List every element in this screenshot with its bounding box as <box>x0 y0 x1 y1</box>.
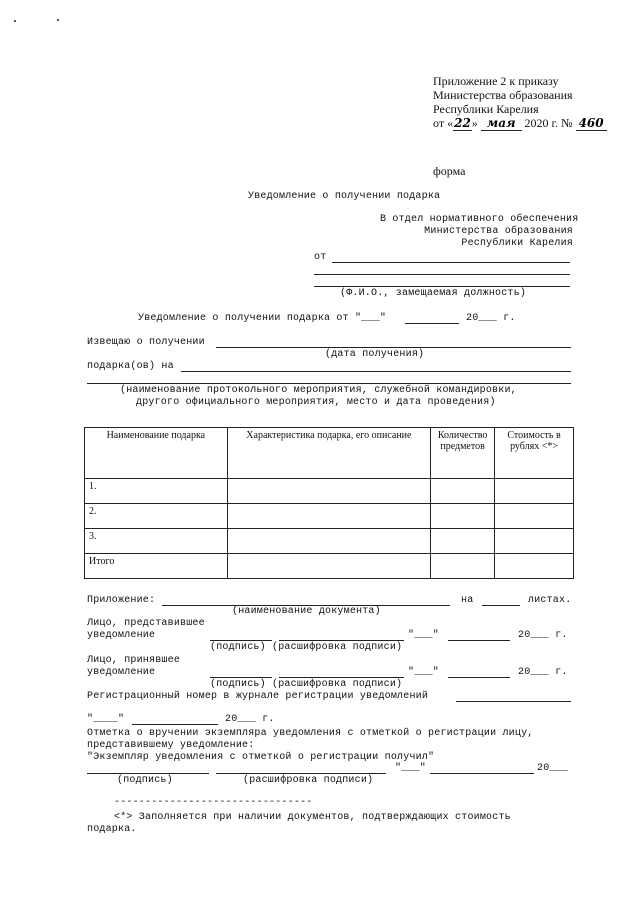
delivery-block <box>87 728 533 764</box>
registration-date-year: 20___ г. <box>225 714 275 725</box>
delivery-sig-caption: (подпись) <box>117 775 173 786</box>
attachment-label: Приложение: <box>87 595 156 606</box>
event-caption-1: (наименование протокольного мероприятия, служебной командировки, <box>120 385 517 396</box>
addressee-block <box>380 214 579 250</box>
delivery-signature-line[interactable] <box>87 773 209 774</box>
receiver-quote: "___" <box>408 667 440 678</box>
registration-date-quote: "____" <box>87 714 125 725</box>
header-gift-name: Наименование подарка <box>85 428 228 479</box>
footnote-line-2: подарка. <box>87 824 137 835</box>
row-label: 3. <box>85 529 228 554</box>
appendix-date-line <box>433 116 607 130</box>
submitter-signature-line[interactable] <box>210 640 272 641</box>
document-title: Уведомление о получении подарка <box>248 191 441 202</box>
submitter-line-2: уведомление <box>87 630 156 641</box>
table-cell[interactable] <box>227 529 430 554</box>
row-label: Итого <box>85 554 228 579</box>
notice-year: 20___ г. <box>466 313 516 324</box>
attachment-on: на <box>461 595 474 606</box>
from-fill-line-2[interactable] <box>314 274 570 275</box>
table-cell[interactable] <box>431 479 495 504</box>
footnote-separator: -------------------------------- <box>114 797 313 808</box>
date-mid: » <box>471 116 478 130</box>
table-header-row <box>85 428 574 479</box>
table-cell[interactable] <box>495 504 574 529</box>
receiver-year: 20___ г. <box>518 667 568 678</box>
table-row <box>85 504 574 529</box>
table-cell[interactable] <box>227 479 430 504</box>
scan-mark <box>57 19 59 21</box>
handwritten-number: 460 <box>576 116 607 131</box>
sheets-label: листах. <box>528 595 572 606</box>
table-cell[interactable] <box>431 504 495 529</box>
date-prefix: от « <box>433 116 454 130</box>
addressee-line-2: Министерства образования <box>424 226 573 237</box>
sheets-line[interactable] <box>482 605 520 606</box>
table-row <box>85 554 574 579</box>
table-cell[interactable] <box>495 554 574 579</box>
header-gift-description: Характеристика подарка, его описание <box>227 428 430 479</box>
form-label: форма <box>433 164 466 178</box>
table-cell[interactable] <box>431 529 495 554</box>
delivery-month-line[interactable] <box>430 773 534 774</box>
table-cell[interactable] <box>431 554 495 579</box>
event-caption-2: другого официального мероприятия, место и дата проведения) <box>136 397 496 408</box>
delivery-name-caption: (расшифровка подписи) <box>243 775 374 786</box>
submitter-caption: (подпись) (расшифровка подписи) <box>210 642 403 653</box>
receiver-caption: (подпись) (расшифровка подписи) <box>210 679 403 690</box>
receipt-date-caption: (дата получения) <box>325 349 425 360</box>
registration-month-line[interactable] <box>132 724 218 725</box>
gifts-table <box>84 427 574 579</box>
table-row <box>85 479 574 504</box>
handwritten-month: мая <box>481 116 522 131</box>
receiver-signature-line[interactable] <box>210 677 272 678</box>
receiver-name-line[interactable] <box>279 677 404 678</box>
registration-number-line[interactable] <box>456 701 571 702</box>
registration-label: Регистрационный номер в журнале регистрации уведомлений <box>87 691 429 702</box>
delivery-quote: "___" <box>395 763 427 774</box>
delivery-year: 20___ <box>537 763 569 774</box>
receipt-date-line[interactable] <box>216 347 571 348</box>
from-fill-line[interactable] <box>332 262 570 263</box>
from-label: от <box>314 252 327 263</box>
delivery-line-3: "Экземпляр уведомления с отметкой о регистрации получил" <box>87 752 435 763</box>
addressee-caption: (Ф.И.О., замещаемая должность) <box>340 288 527 299</box>
addressee-line-1: В отдел нормативного обеспечения <box>380 214 579 225</box>
event-line-2[interactable] <box>87 383 571 384</box>
gifts-label: подарка(ов) на <box>87 361 174 372</box>
event-line[interactable] <box>181 371 571 372</box>
appendix-line-1: Приложение 2 к приказу <box>433 74 559 88</box>
delivery-name-line[interactable] <box>216 773 386 774</box>
delivery-line-1: Отметка о вручении экземпляра уведомления с отметкой о регистрации лицу, <box>87 728 534 739</box>
submitter-label <box>87 618 205 642</box>
appendix-line-3: Республики Карелия <box>433 102 539 116</box>
table-row <box>85 529 574 554</box>
addressee-line-3: Республики Карелия <box>461 238 573 249</box>
submitter-quote: "___" <box>408 630 440 641</box>
handwritten-day: 22 <box>454 116 471 130</box>
row-label: 2. <box>85 504 228 529</box>
from-fill-line-3[interactable] <box>314 286 570 287</box>
notice-heading: Уведомление о получении подарка от "___" <box>138 313 387 324</box>
header-cost: Стоимость в рублях <*> <box>495 428 574 479</box>
receiver-line-1: Лицо, принявшее <box>87 655 181 666</box>
submitter-name-line[interactable] <box>279 640 404 641</box>
header-quantity: Количество предметов <box>431 428 495 479</box>
notice-month-line[interactable] <box>405 323 459 324</box>
scan-mark <box>14 20 16 22</box>
receiver-month-line[interactable] <box>448 677 510 678</box>
submitter-line-1: Лицо, представившее <box>87 618 205 629</box>
appendix-line-2: Министерства образования <box>433 88 573 102</box>
receiver-label <box>87 655 180 679</box>
receiver-line-2: уведомление <box>87 667 156 678</box>
submitter-month-line[interactable] <box>448 640 510 641</box>
table-cell[interactable] <box>227 554 430 579</box>
appendix-block <box>433 74 607 130</box>
table-cell[interactable] <box>495 479 574 504</box>
footnote-line-1: <*> Заполняется при наличии документов, подтверждающих стоимость <box>114 812 511 823</box>
inform-label: Извещаю о получении <box>87 337 205 348</box>
table-cell[interactable] <box>227 504 430 529</box>
date-year: 2020 г. № <box>524 116 573 130</box>
attachment-caption: (наименование документа) <box>232 606 381 617</box>
delivery-line-2: представившему уведомление: <box>87 740 255 751</box>
row-label: 1. <box>85 479 228 504</box>
table-cell[interactable] <box>495 529 574 554</box>
submitter-year: 20___ г. <box>518 630 568 641</box>
